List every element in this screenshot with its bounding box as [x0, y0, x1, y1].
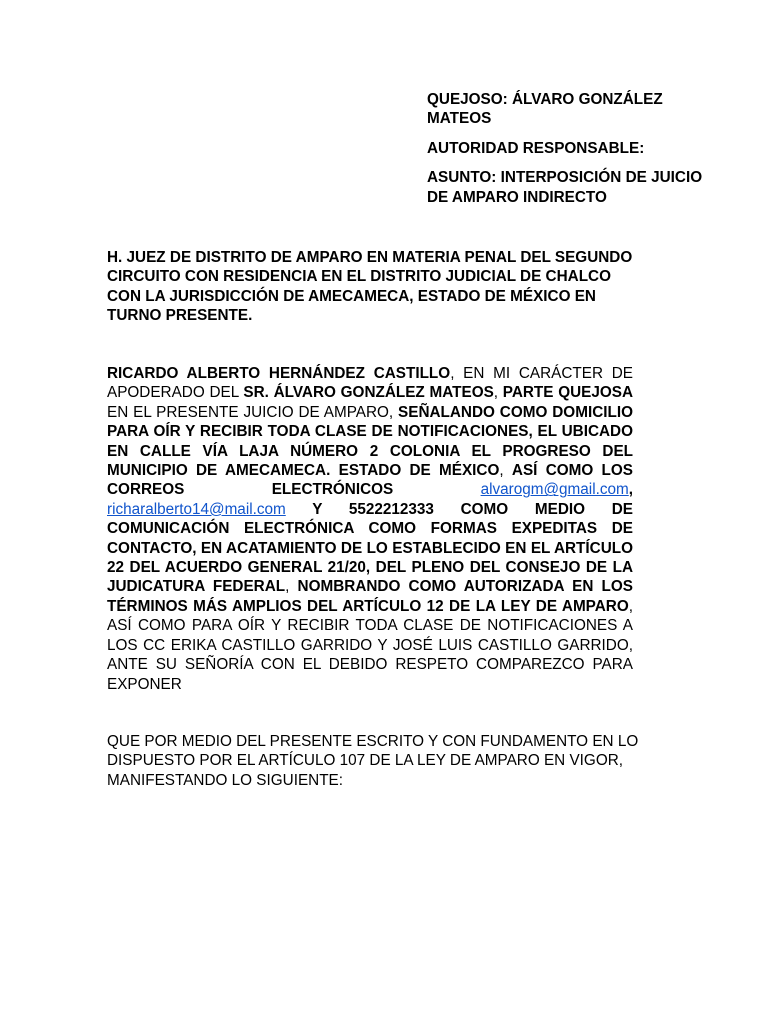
case-header — [427, 90, 727, 217]
body-text-5: , — [628, 481, 633, 499]
body-text-7: , ASÍ COMO PARA OÍR Y RECIBIR TODA CLASE DE NOTIFICACIONES A LOS CC ERIKA CASTILLO GARRIDO Y JOSÉ LUIS CASTILLO GARRIDO, ANTE SU SEÑORÍA CON EL DEBIDO RESPETO COMPAREZCO PARA EXPONER — [107, 597, 633, 693]
autoridad-line: AUTORIDAD RESPONSABLE: — [427, 139, 645, 157]
parte-quejosa: PARTE QUEJOSA — [502, 384, 633, 402]
quejoso-name: SR. ÁLVARO GONZÁLEZ MATEOS — [243, 384, 494, 402]
email-link-2[interactable]: richaralberto14@mail.com — [107, 500, 286, 518]
apoderado-name: RICARDO ALBERTO HERNÁNDEZ CASTILLO — [107, 365, 451, 382]
autorizada-text: NOMBRANDO COMO AUTORIZADA EN LOS TÉRMINOS MÁS AMPLIOS DEL ARTÍCULO 12 DE LA LEY DE AMPARO — [107, 578, 634, 615]
body-paragraph — [107, 364, 633, 694]
contacto-text: Y 5522212333 COMO MEDIO DE COMUNICACIÓN ELECTRÓNICA COMO FORMAS EXPEDITAS DE CONTACTO, EN ACATAMIENTO DE LO ESTABLECIDO EN EL ARTÍCULO 22 DEL ACUERDO GENERAL 21/20, DEL PLENO DEL CONSEJO DE LA JUDICATURA FEDERAL — [107, 500, 633, 596]
body-text-3: EN EL PRESENTE JUICIO DE AMPARO, — [107, 403, 399, 421]
domicilio-text: SEÑALANDO COMO DOMICILIO PARA OÍR Y RECIBIR TODA CLASE DE NOTIFICACIONES, EL UBICADO EN CALLE VÍA LAJA NÚMERO 2 COLONIA EL PROGRESO DEL MUNICIPIO DE AMECAMECA. ESTADO DE MÉXICO — [107, 403, 633, 480]
email-link-1[interactable]: alvarogm@gmail.com — [480, 481, 629, 499]
body-text-4: , — [499, 462, 512, 480]
body-text-1: , EN MI CARÁCTER DE APODERADO DEL — [107, 365, 633, 402]
correos-text: ASÍ COMO LOS CORREOS ELECTRÓNICOS — [107, 462, 634, 499]
addressee-paragraph: H. JUEZ DE DISTRITO DE AMPARO EN MATERIA PENAL DEL SEGUNDO CIRCUITO CON RESIDENCIA EN EL DISTRITO JUDICIAL DE CHALCO CON LA JURISDICCIÓN DE AMECAMECA, ESTADO DE MÉXICO EN TURNO PRESENTE. — [107, 249, 633, 325]
body-text-6: , — [285, 578, 298, 596]
body-text-2: , — [493, 384, 503, 402]
asunto-line: ASUNTO: INTERPOSICIÓN DE JUICIO DE AMPARO INDIRECTO — [427, 169, 703, 206]
quejoso-line: QUEJOSO: ÁLVARO GONZÁLEZ MATEOS — [427, 91, 663, 128]
closing-paragraph: QUE POR MEDIO DEL PRESENTE ESCRITO Y CON FUNDAMENTO EN LO DISPUESTO POR EL ARTÍCULO 107 DE LA LEY DE AMPARO EN VIGOR, MANIFESTANDO LO SIGUIENTE: — [107, 733, 639, 789]
